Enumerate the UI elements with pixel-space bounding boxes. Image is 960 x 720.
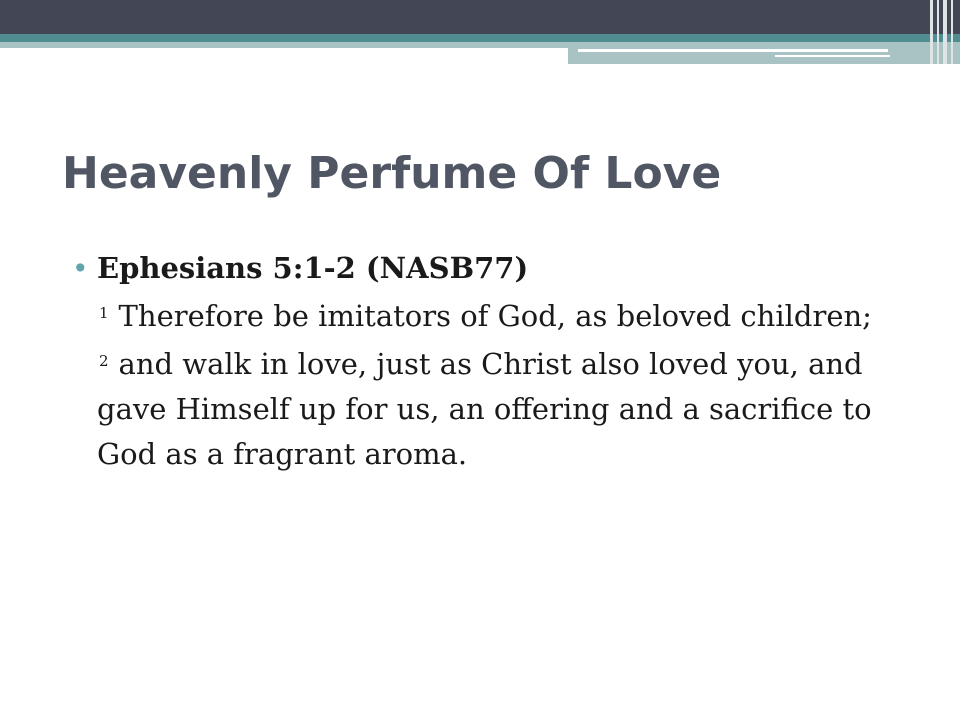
verse-number: 1	[99, 304, 109, 322]
verse-number: 2	[99, 352, 109, 370]
header-banner-step	[568, 42, 960, 64]
verse-2	[97, 339, 872, 477]
header-accent-line	[578, 49, 888, 52]
slide-body	[72, 246, 872, 477]
header-accent-line	[775, 55, 890, 57]
header-vertical-stripe	[951, 0, 953, 64]
verse-1	[97, 291, 872, 339]
header-vertical-stripe	[930, 0, 933, 64]
header-banner-dark	[0, 0, 960, 34]
header-banner-teal	[0, 34, 960, 42]
slide-title: Heavenly Perfume Of Love	[62, 148, 722, 199]
scripture-reference: Ephesians 5:1-2 (NASB77)	[97, 251, 529, 285]
bullet-content	[97, 246, 872, 477]
verse-text: and walk in love, just as Christ also loved you, and gave Himself up for us, an offering and a sacrifice to God as a fragrant aroma.	[97, 347, 872, 471]
verse-text: Therefore be imitators of God, as beloved children;	[118, 299, 872, 333]
header-vertical-stripe	[937, 0, 939, 64]
header-vertical-stripe	[943, 0, 947, 64]
header-banner-light	[0, 42, 568, 48]
bullet-icon: •	[72, 252, 89, 285]
